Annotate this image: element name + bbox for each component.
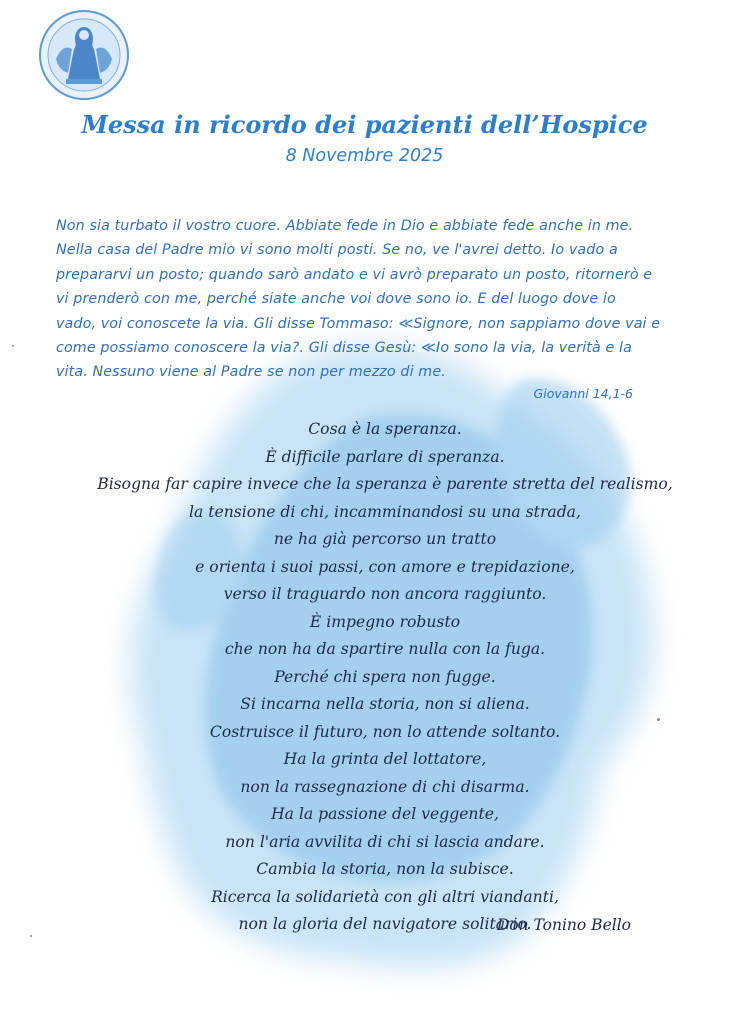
- gospel-line: vi prenderò con me, perché siate anche voi dove sono io. E del luogo dove io: [56, 291, 616, 308]
- poem-verse: È difficile parlare di speranza.: [265, 447, 505, 466]
- poem-verse: Si incarna nella storia, non si aliena.: [240, 695, 530, 713]
- poem-verse: non l'aria avvilita di chi si lascia andare.: [225, 832, 545, 851]
- gospel-citation: Giovanni 14,1-6: [533, 386, 633, 401]
- gospel-line: vita. Nessuno viene al Padre se non per mezzo di me.: [56, 364, 446, 381]
- scan-speck: [657, 718, 660, 721]
- scan-speck: [12, 345, 14, 347]
- poem-verse: non la gloria del navigatore solitario.: [238, 915, 532, 933]
- poem-verse: ne ha già percorso un tratto: [273, 530, 497, 548]
- poem-verse: verso il traguardo non ancora raggiunto.: [223, 585, 547, 603]
- gospel-line: Nella casa del Padre mio vi sono molti posti. Se no, ve l'avrei detto. Io vado a: [56, 242, 618, 259]
- poem-verse: la tensione di chi, incamminandosi su una strada,: [189, 502, 581, 521]
- poem-verse: non la rassegnazione di chi disarma.: [240, 777, 530, 796]
- gospel-passage: [56, 214, 676, 385]
- poem-verse: Bisogna far capire invece che la speranza è parente stretta del realismo,: [97, 475, 673, 493]
- poem-author: Don Tonino Bello: [496, 916, 631, 934]
- poem-verse: Perché chi spera non fugge.: [274, 667, 496, 686]
- poem-verse: Ricerca la solidarietà con gli altri viandanti,: [211, 887, 559, 906]
- event-date: 8 Novembre 2025: [285, 146, 444, 166]
- scan-speck: [30, 935, 32, 937]
- poem-verse: È impegno robusto: [309, 612, 461, 631]
- poem-verse: Costruisce il futuro, non lo attende soltanto.: [209, 722, 561, 741]
- gospel-line: prepararvi un posto; quando sarò andato e vi avrò preparato un posto, ritornerò e: [56, 266, 653, 283]
- poem-verse: Ha la passione del veggente,: [271, 805, 499, 823]
- poem-verse: Cosa è la speranza.: [308, 420, 462, 438]
- poem-verse: che non ha da spartire nulla con la fuga.: [224, 640, 546, 658]
- hospice-seal-icon: [38, 9, 130, 101]
- gospel-line: Non sia turbato il vostro cuore. Abbiate fede in Dio e abbiate fede anche in me.: [56, 218, 634, 234]
- gospel-line: vado, voi conoscete la via. Gli disse Tommaso: ≪Signore, non sappiamo dove vai e: [56, 315, 661, 332]
- poem-verse: e orienta i suoi passi, con amore e trepidazione,: [195, 557, 575, 576]
- page-title: Messa in ricordo dei pazienti dell’Hospice: [81, 110, 648, 139]
- poem: [90, 416, 680, 939]
- poem-verse: Ha la grinta del lottatore,: [283, 750, 487, 768]
- gospel-line: come possiamo conoscere la via?. Gli disse Gesù: ≪Io sono la via, la verità e la: [56, 340, 632, 357]
- poem-verse: Cambia la storia, non la subisce.: [256, 860, 514, 878]
